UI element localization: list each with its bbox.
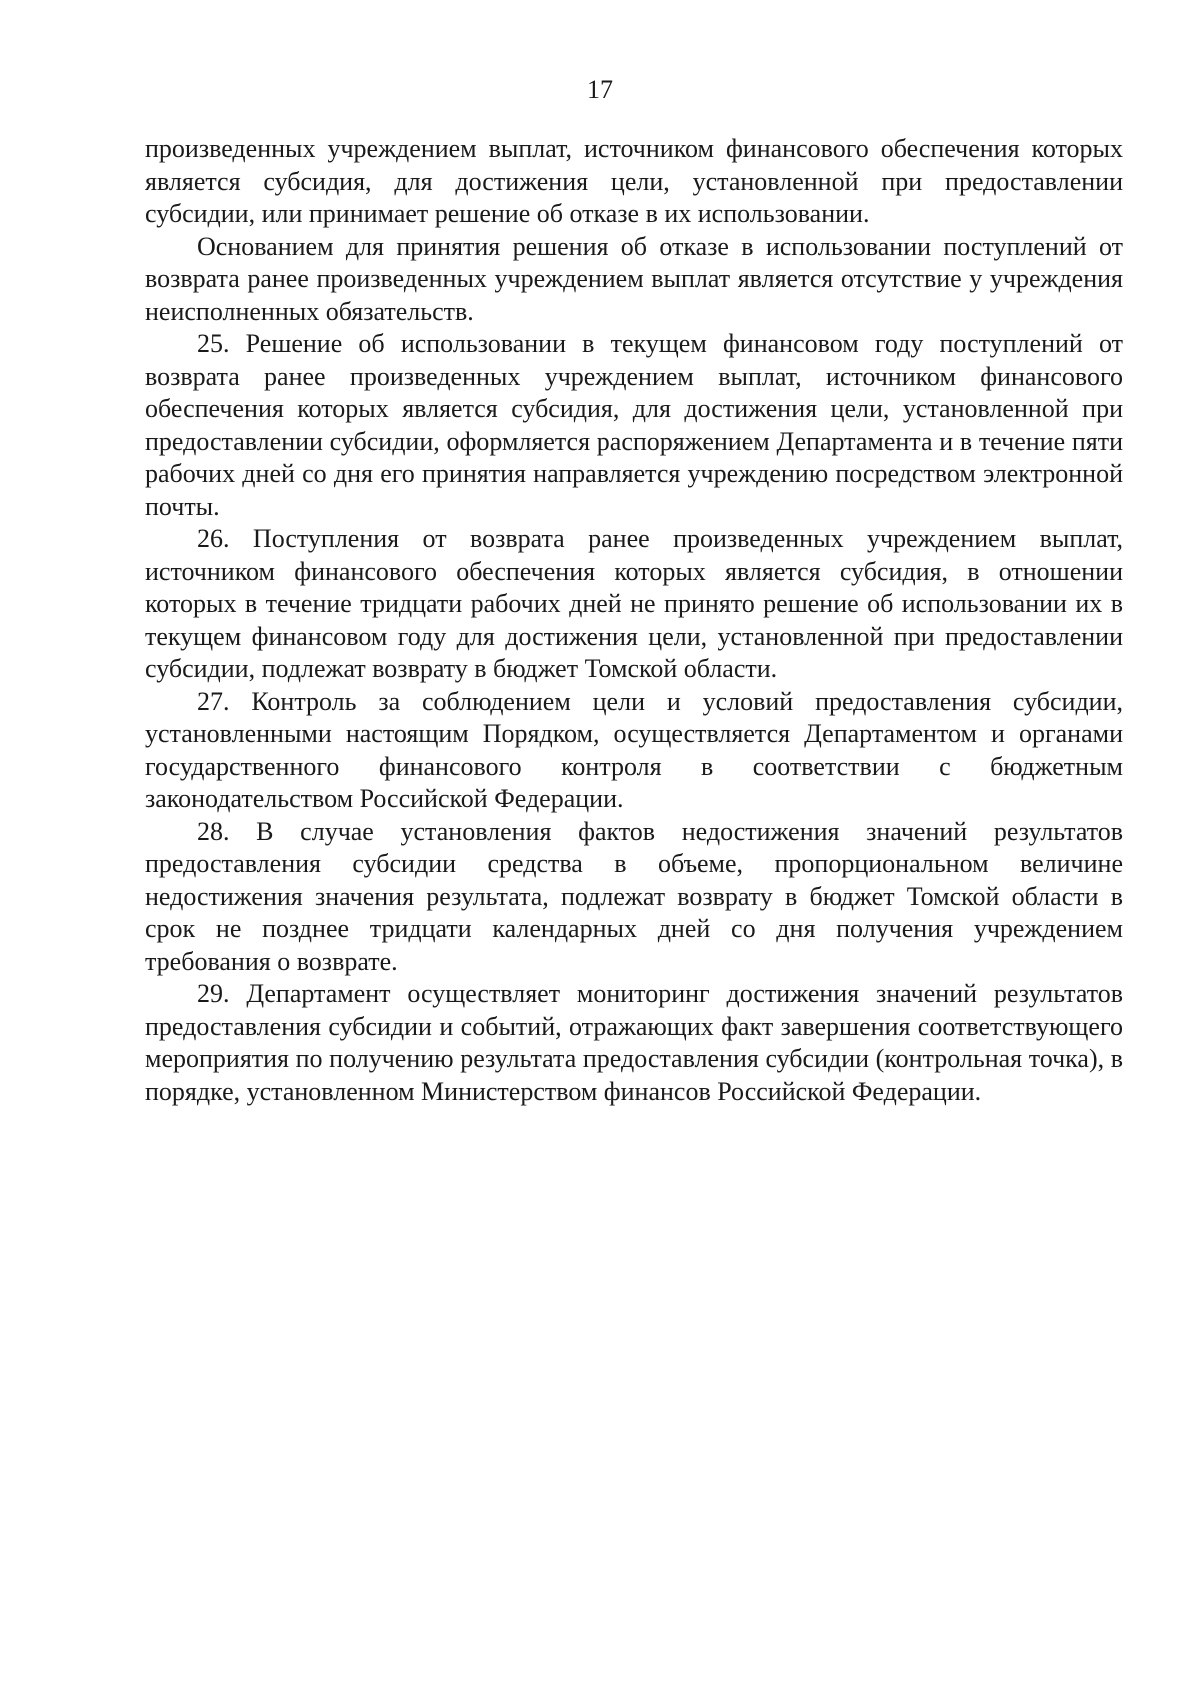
paragraph-27: 27. Контроль за соблюдением цели и условий предоставления субсидии, установленными настоящим Порядком, осуществляется Департаментом и органами государственного финансового контроля в соответствии с бюджетным законодательством Российской Федерации.	[145, 686, 1123, 813]
paragraph-29: 29. Департамент осуществляет мониторинг достижения значений результатов предоставления субсидии и событий, отражающих факт завершения соответствующего мероприятия по получению результата предоставления субсидии (контрольная точка), в порядке, установленном Министерством финансов Российской Федерации.	[145, 979, 1123, 1106]
document-body	[145, 133, 1123, 1108]
paragraph-26: 26. Поступления от возврата ранее произведенных учреждением выплат, источником финансового обеспечения которых является субсидия, в отношении которых в течение тридцати рабочих дней не принято решение об использовании их в текущем финансовом году для достижения цели, установленной при предоставлении субсидии, подлежат возврату в бюджет Томской области.	[145, 524, 1123, 683]
paragraph-28: 28. В случае установления фактов недостижения значений результатов предоставления субсидии средства в объеме, пропорциональном величине недостижения значения результата, подлежат возврату в бюджет Томской области в срок не позднее тридцати календарных дней со дня получения учреждением требования о возврате.	[145, 816, 1123, 976]
page-number: 17	[587, 75, 613, 104]
paragraph-refusal-grounds: Основанием для принятия решения об отказе в использовании поступлений от возврата ранее произведенных учреждением выплат является отсутствие у учреждения неисполненных обязательств.	[145, 231, 1123, 326]
paragraph-continuation: произведенных учреждением выплат, источником финансового обеспечения которых является субсидия, для достижения цели, установленной при предоставлении субсидии, или принимает решение об отказе в их использовании.	[145, 134, 1123, 228]
paragraph-25: 25. Решение об использовании в текущем финансовом году поступлений от возврата ранее произведенных учреждением выплат, источником финансового обеспечения которых является субсидия, для достижения цели, установленной при предоставлении субсидии, оформляется распоряжением Департамента и в течение пяти рабочих дней со дня его принятия направляется учреждению посредством электронной почты.	[145, 329, 1123, 521]
